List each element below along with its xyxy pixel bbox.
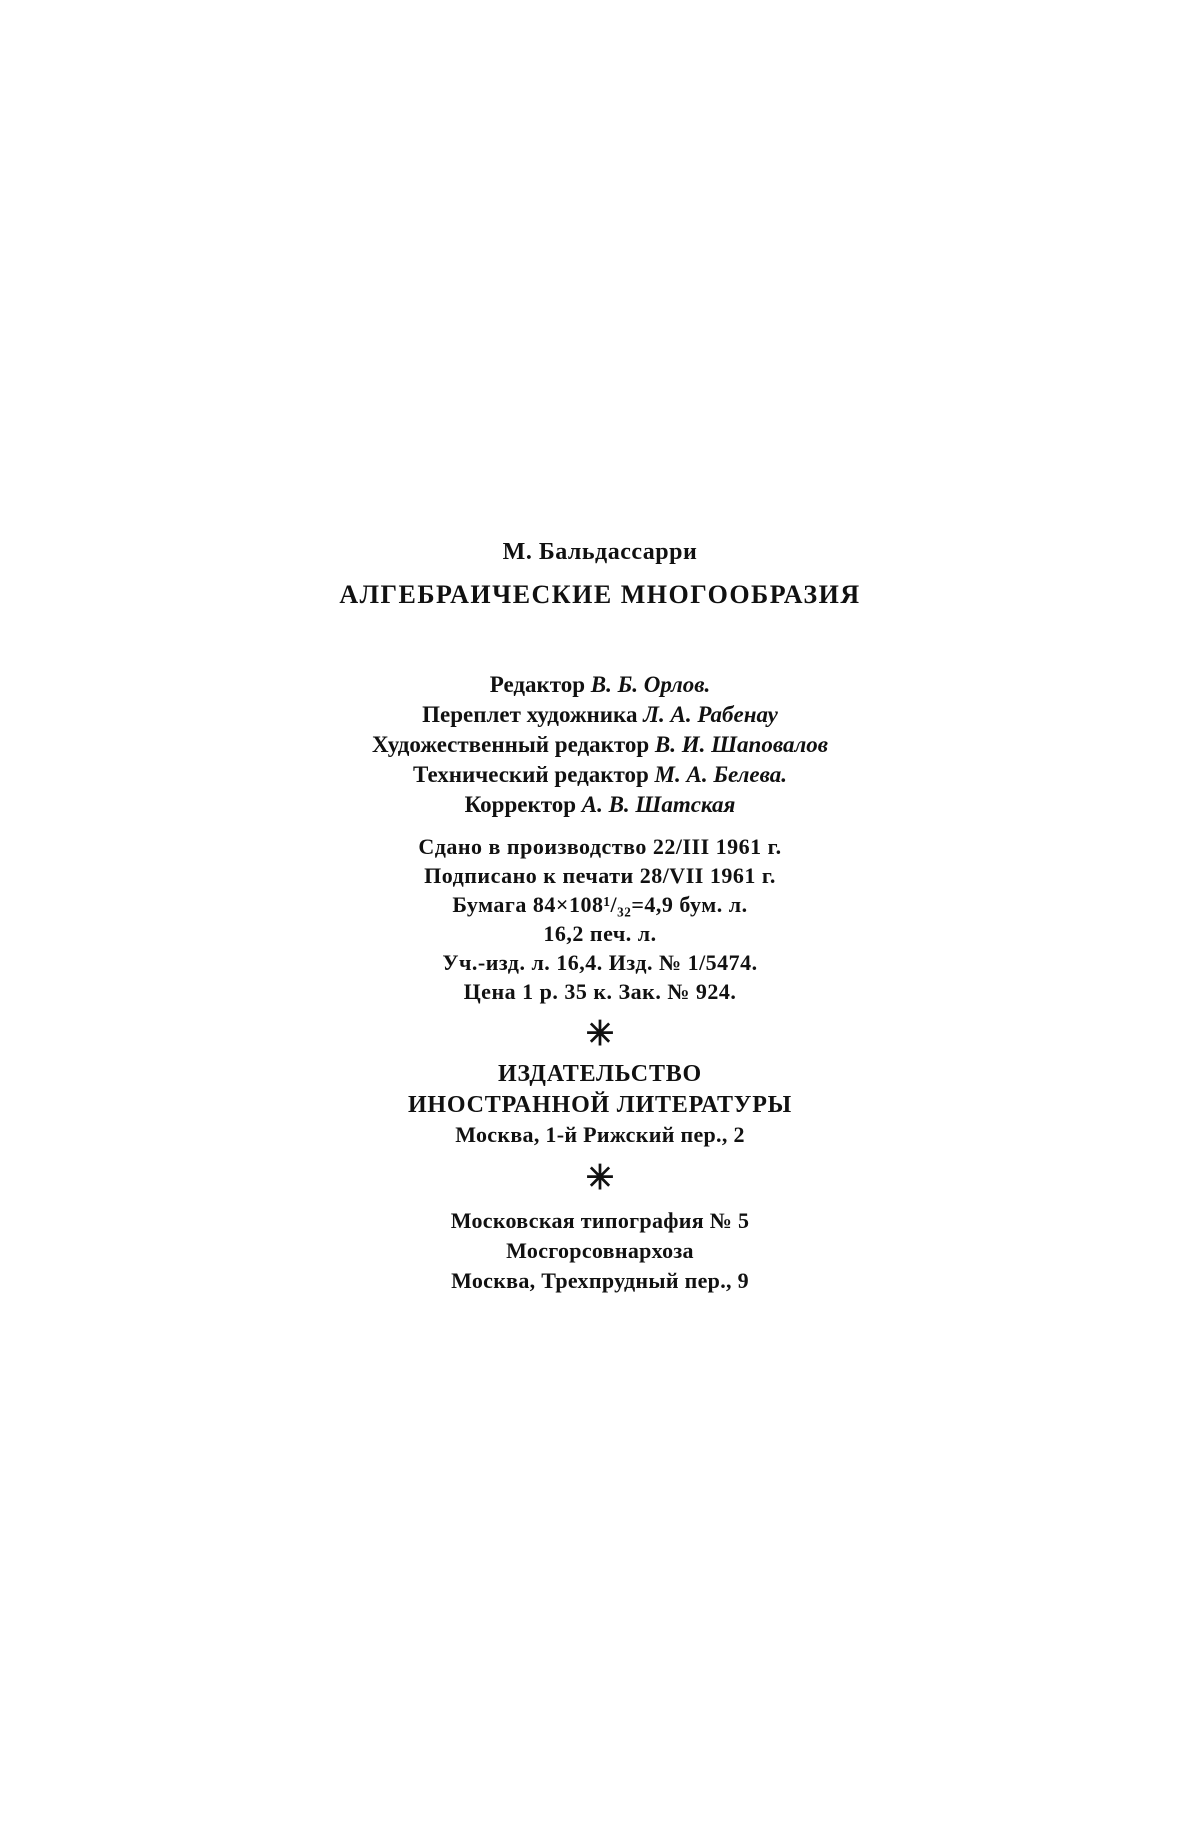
imprint-production-date: Сдано в производство 22/III 1961 г. xyxy=(418,834,782,859)
publisher-name-line1: ИЗДАТЕЛЬСТВО xyxy=(497,1061,703,1087)
asterisk-separator-icon: ✳ xyxy=(585,1160,615,1197)
book-title: АЛГЕБРАИЧЕСКИЕ МНОГООБРАЗИЯ xyxy=(339,580,861,609)
credit-person: В. И. Шаповалов xyxy=(654,732,829,757)
credit-role: Технический редактор xyxy=(413,762,649,787)
imprint-price-order: Цена 1 р. 35 к. Зак. № 924. xyxy=(463,979,737,1004)
credit-person: Л. А. Рабенау xyxy=(643,702,778,727)
printer-name: Московская типография № 5 xyxy=(450,1208,750,1233)
credit-person: А. В. Шатская xyxy=(581,792,736,817)
credit-proofreader xyxy=(0,793,1200,816)
credit-person: В. Б. Орлов. xyxy=(590,672,711,697)
publisher-address: Москва, 1-й Рижский пер., 2 xyxy=(455,1122,745,1147)
author-name: М. Бальдассарри xyxy=(502,539,698,565)
publisher-name-line2: ИНОСТРАННОЙ ЛИТЕРАТУРЫ xyxy=(407,1092,793,1118)
credit-binding-artist xyxy=(0,703,1200,726)
imprint-publication-number: Уч.-изд. л. 16,4. Изд. № 1/5474. xyxy=(442,950,758,975)
printer-organization: Мосгорсовнархоза xyxy=(506,1238,694,1263)
imprint-print-sheets: 16,2 печ. л. xyxy=(543,921,657,946)
credit-role: Корректор xyxy=(464,792,576,817)
credit-art-editor xyxy=(0,733,1200,756)
credit-person: М. А. Белева. xyxy=(654,762,787,787)
credit-technical-editor xyxy=(0,763,1200,786)
asterisk-separator-icon: ✳ xyxy=(585,1016,615,1053)
imprint-print-date: Подписано к печати 28/VII 1961 г. xyxy=(424,863,776,888)
credit-editor xyxy=(0,673,1200,696)
credit-role: Редактор xyxy=(489,672,586,697)
credit-role: Художественный редактор xyxy=(371,732,650,757)
credit-role: Переплет художника xyxy=(422,702,638,727)
imprint-paper: Бумага 84×108¹/₃₂=4,9 бум. л. xyxy=(452,892,748,917)
printer-address: Москва, Трехпрудный пер., 9 xyxy=(451,1268,749,1293)
